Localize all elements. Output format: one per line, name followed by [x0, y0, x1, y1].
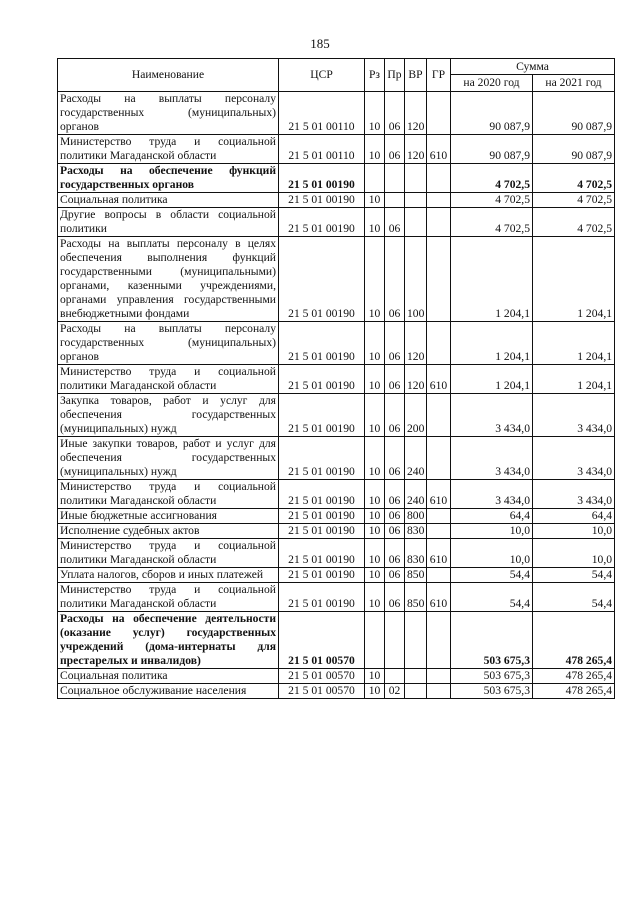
cell-name: Министерство труда и социальной политики Магаданской области: [58, 480, 279, 509]
cell-vr: 830: [405, 524, 427, 539]
cell-name: Закупка товаров, работ и услуг для обеспечения государственных (муниципальных) нужд: [58, 394, 279, 437]
cell-amount-2021: 54,4: [533, 568, 615, 583]
cell-rz: 10: [365, 524, 385, 539]
cell-name: Министерство труда и социальной политики Магаданской области: [58, 135, 279, 164]
cell-rz: 10: [365, 539, 385, 568]
cell-amount-2020: 503 675,3: [451, 669, 533, 684]
cell-csr: 21 5 01 00190: [279, 394, 365, 437]
table-row: [58, 322, 615, 365]
cell-vr: [405, 164, 427, 193]
cell-gr: [427, 92, 451, 135]
cell-amount-2020: 3 434,0: [451, 437, 533, 480]
table-row: [58, 92, 615, 135]
cell-csr: 21 5 01 00190: [279, 208, 365, 237]
cell-amount-2020: 4 702,5: [451, 164, 533, 193]
cell-vr: 120: [405, 322, 427, 365]
cell-pr: 06: [385, 394, 405, 437]
cell-gr: [427, 568, 451, 583]
cell-amount-2021: 1 204,1: [533, 322, 615, 365]
cell-csr: 21 5 01 00190: [279, 365, 365, 394]
cell-rz: 10: [365, 322, 385, 365]
header-pr: Пр: [385, 59, 405, 92]
cell-gr: [427, 669, 451, 684]
table-row: [58, 237, 615, 322]
cell-vr: 100: [405, 237, 427, 322]
cell-csr: 21 5 01 00190: [279, 524, 365, 539]
cell-name: Уплата налогов, сборов и иных платежей: [58, 568, 279, 583]
cell-pr: 06: [385, 135, 405, 164]
cell-pr: 06: [385, 208, 405, 237]
cell-rz: [365, 164, 385, 193]
cell-rz: 10: [365, 669, 385, 684]
cell-name: Другие вопросы в области социальной политики: [58, 208, 279, 237]
cell-rz: 10: [365, 208, 385, 237]
cell-amount-2021: 3 434,0: [533, 480, 615, 509]
cell-gr: 610: [427, 583, 451, 612]
table-body: [58, 92, 615, 699]
table-row: [58, 539, 615, 568]
cell-csr: 21 5 01 00110: [279, 135, 365, 164]
cell-gr: [427, 208, 451, 237]
header-rz: Рз: [365, 59, 385, 92]
table-row: [58, 524, 615, 539]
cell-csr: 21 5 01 00570: [279, 684, 365, 699]
cell-csr: 21 5 01 00570: [279, 612, 365, 669]
cell-amount-2021: 90 087,9: [533, 135, 615, 164]
cell-pr: [385, 164, 405, 193]
cell-pr: 02: [385, 684, 405, 699]
cell-pr: [385, 193, 405, 208]
cell-csr: 21 5 01 00190: [279, 583, 365, 612]
cell-amount-2020: 64,4: [451, 509, 533, 524]
cell-csr: 21 5 01 00190: [279, 480, 365, 509]
cell-gr: [427, 394, 451, 437]
cell-csr: 21 5 01 00190: [279, 322, 365, 365]
cell-name: Расходы на выплаты персоналу в целях обеспечения выполнения функций государственными (муниципальными) органами, казенными учреждениями, органами управления государственными внебюджетными фондами: [58, 237, 279, 322]
cell-csr: 21 5 01 00190: [279, 193, 365, 208]
cell-amount-2020: 3 434,0: [451, 480, 533, 509]
table-row: [58, 193, 615, 208]
cell-csr: 21 5 01 00190: [279, 539, 365, 568]
cell-rz: 10: [365, 237, 385, 322]
cell-name: Социальная политика: [58, 193, 279, 208]
cell-rz: 10: [365, 394, 385, 437]
table-header: [58, 59, 615, 92]
cell-name: Иные бюджетные ассигнования: [58, 509, 279, 524]
cell-gr: [427, 164, 451, 193]
cell-amount-2020: 4 702,5: [451, 193, 533, 208]
header-name: Наименование: [58, 59, 279, 92]
cell-gr: [427, 237, 451, 322]
cell-amount-2021: 478 265,4: [533, 669, 615, 684]
table-row: [58, 684, 615, 699]
cell-rz: 10: [365, 568, 385, 583]
cell-rz: 10: [365, 135, 385, 164]
cell-vr: 120: [405, 365, 427, 394]
cell-rz: 10: [365, 480, 385, 509]
cell-csr: 21 5 01 00190: [279, 568, 365, 583]
cell-gr: [427, 684, 451, 699]
cell-amount-2020: 3 434,0: [451, 394, 533, 437]
cell-amount-2020: 90 087,9: [451, 135, 533, 164]
cell-name: Иные закупки товаров, работ и услуг для обеспечения государственных (муниципальных) нужд: [58, 437, 279, 480]
table-row: [58, 509, 615, 524]
cell-pr: 06: [385, 539, 405, 568]
cell-amount-2020: 4 702,5: [451, 208, 533, 237]
header-csr: ЦСР: [279, 59, 365, 92]
cell-amount-2020: 503 675,3: [451, 684, 533, 699]
header-gr: ГР: [427, 59, 451, 92]
cell-vr: [405, 193, 427, 208]
table-row: [58, 568, 615, 583]
cell-csr: 21 5 01 00190: [279, 237, 365, 322]
table-row: [58, 612, 615, 669]
cell-pr: 06: [385, 583, 405, 612]
page-number: 185: [310, 36, 330, 51]
cell-vr: 850: [405, 568, 427, 583]
cell-vr: 830: [405, 539, 427, 568]
cell-pr: [385, 612, 405, 669]
cell-pr: 06: [385, 237, 405, 322]
cell-pr: 06: [385, 365, 405, 394]
cell-name: Социальная политика: [58, 669, 279, 684]
cell-gr: [427, 524, 451, 539]
cell-rz: 10: [365, 365, 385, 394]
cell-vr: 200: [405, 394, 427, 437]
cell-pr: 06: [385, 480, 405, 509]
table-row: [58, 164, 615, 193]
cell-amount-2021: 10,0: [533, 539, 615, 568]
cell-gr: 610: [427, 480, 451, 509]
cell-amount-2021: 478 265,4: [533, 612, 615, 669]
cell-gr: [427, 193, 451, 208]
cell-amount-2021: 1 204,1: [533, 365, 615, 394]
cell-pr: 06: [385, 92, 405, 135]
cell-vr: 120: [405, 92, 427, 135]
cell-name: Расходы на выплаты персоналу государственных (муниципальных) органов: [58, 92, 279, 135]
header-year-2020: на 2020 год: [451, 75, 533, 92]
cell-gr: [427, 612, 451, 669]
cell-vr: [405, 208, 427, 237]
cell-csr: 21 5 01 00190: [279, 509, 365, 524]
cell-amount-2020: 54,4: [451, 583, 533, 612]
cell-amount-2021: 90 087,9: [533, 92, 615, 135]
cell-rz: 10: [365, 684, 385, 699]
cell-amount-2021: 3 434,0: [533, 437, 615, 480]
cell-amount-2021: 3 434,0: [533, 394, 615, 437]
cell-csr: 21 5 01 00110: [279, 92, 365, 135]
table-row: [58, 208, 615, 237]
cell-gr: 610: [427, 135, 451, 164]
cell-csr: 21 5 01 00190: [279, 164, 365, 193]
cell-pr: 06: [385, 322, 405, 365]
cell-name: Министерство труда и социальной политики Магаданской области: [58, 365, 279, 394]
cell-name: Социальное обслуживание населения: [58, 684, 279, 699]
header-vr: ВР: [405, 59, 427, 92]
cell-rz: 10: [365, 437, 385, 480]
cell-amount-2020: 1 204,1: [451, 237, 533, 322]
cell-name: Исполнение судебных актов: [58, 524, 279, 539]
cell-name: Расходы на обеспечение функций государственных органов: [58, 164, 279, 193]
cell-amount-2020: 54,4: [451, 568, 533, 583]
cell-csr: 21 5 01 00570: [279, 669, 365, 684]
cell-amount-2020: 10,0: [451, 539, 533, 568]
cell-vr: 800: [405, 509, 427, 524]
cell-amount-2021: 4 702,5: [533, 193, 615, 208]
cell-rz: [365, 612, 385, 669]
cell-vr: 240: [405, 480, 427, 509]
cell-vr: 120: [405, 135, 427, 164]
cell-amount-2021: 54,4: [533, 583, 615, 612]
cell-vr: [405, 684, 427, 699]
header-year-2021: на 2021 год: [533, 75, 615, 92]
cell-pr: [385, 669, 405, 684]
table-row: [58, 437, 615, 480]
cell-name: Расходы на обеспечение деятельности (оказание услуг) государственных учреждений (дома-интернаты для престарелых и инвалидов): [58, 612, 279, 669]
cell-amount-2020: 90 087,9: [451, 92, 533, 135]
header-sum: Сумма: [451, 59, 615, 75]
cell-gr: [427, 437, 451, 480]
cell-amount-2020: 503 675,3: [451, 612, 533, 669]
cell-pr: 06: [385, 437, 405, 480]
cell-vr: 850: [405, 583, 427, 612]
cell-pr: 06: [385, 509, 405, 524]
cell-vr: [405, 669, 427, 684]
budget-table: [57, 58, 615, 699]
cell-amount-2021: 4 702,5: [533, 208, 615, 237]
cell-amount-2021: 4 702,5: [533, 164, 615, 193]
cell-rz: 10: [365, 92, 385, 135]
cell-csr: 21 5 01 00190: [279, 437, 365, 480]
cell-amount-2020: 10,0: [451, 524, 533, 539]
cell-name: Министерство труда и социальной политики Магаданской области: [58, 583, 279, 612]
cell-gr: 610: [427, 539, 451, 568]
cell-rz: 10: [365, 193, 385, 208]
cell-amount-2020: 1 204,1: [451, 365, 533, 394]
cell-rz: 10: [365, 509, 385, 524]
cell-amount-2021: 1 204,1: [533, 237, 615, 322]
cell-gr: [427, 509, 451, 524]
cell-name: Расходы на выплаты персоналу государственных (муниципальных) органов: [58, 322, 279, 365]
table-row: [58, 583, 615, 612]
table-row: [58, 669, 615, 684]
table-row: [58, 394, 615, 437]
cell-gr: [427, 322, 451, 365]
cell-gr: 610: [427, 365, 451, 394]
cell-amount-2021: 10,0: [533, 524, 615, 539]
cell-vr: [405, 612, 427, 669]
cell-amount-2021: 64,4: [533, 509, 615, 524]
table-row: [58, 480, 615, 509]
cell-vr: 240: [405, 437, 427, 480]
cell-rz: 10: [365, 583, 385, 612]
table-row: [58, 365, 615, 394]
cell-name: Министерство труда и социальной политики Магаданской области: [58, 539, 279, 568]
cell-pr: 06: [385, 524, 405, 539]
table-row: [58, 135, 615, 164]
cell-amount-2021: 478 265,4: [533, 684, 615, 699]
cell-pr: 06: [385, 568, 405, 583]
cell-amount-2020: 1 204,1: [451, 322, 533, 365]
